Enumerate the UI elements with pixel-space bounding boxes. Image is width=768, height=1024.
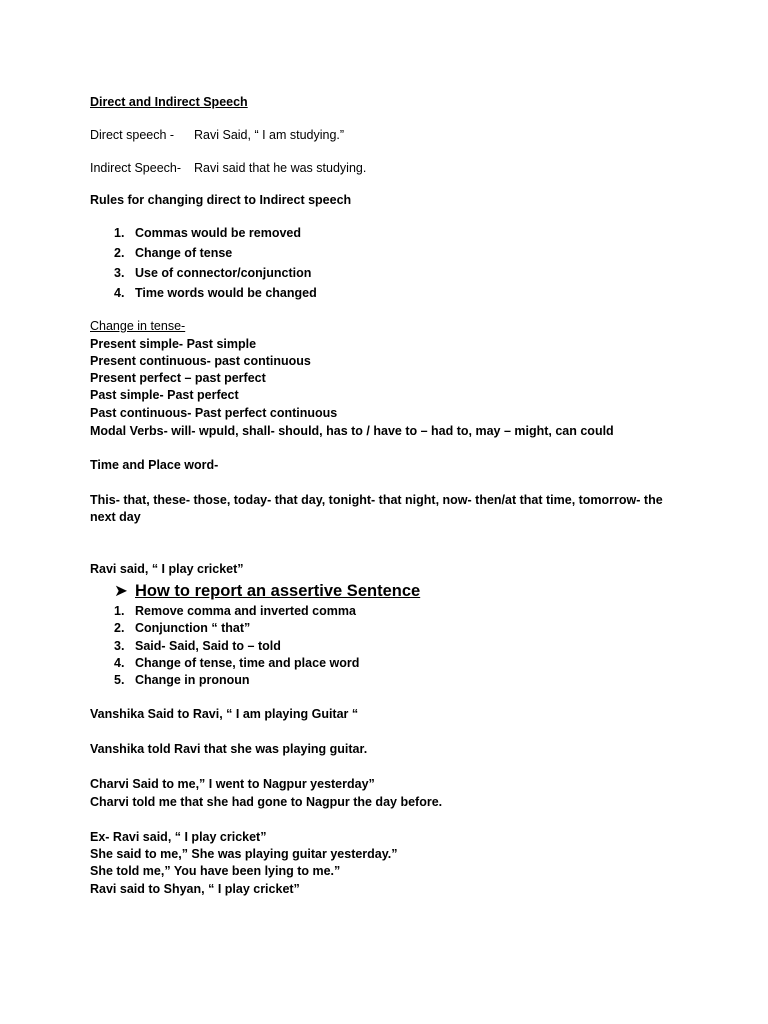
rules-list-item: 2. Change of tense — [114, 246, 233, 260]
tense-line: Present perfect – past perfect — [90, 371, 266, 385]
assertive-step: 1. Remove comma and inverted comma — [114, 604, 356, 618]
doc-title: Direct and Indirect Speech — [90, 95, 248, 109]
exercise-line: She told me,” You have been lying to me.” — [90, 864, 341, 878]
exercise-line: She said to me,” She was playing guitar yesterday.” — [90, 847, 398, 861]
assertive-step: 4. Change of tense, time and place word — [114, 656, 360, 670]
rules-list-item: 1. Commas would be removed — [114, 226, 302, 240]
assertive-step: 2. Conjunction “ that” — [114, 621, 251, 635]
assertive-heading-row — [114, 580, 420, 602]
indirect-label: Indirect Speech- — [90, 161, 182, 175]
indirect-text: Ravi said that he was studying. — [194, 161, 367, 175]
example-line: Ravi said, “ I play cricket” — [90, 562, 244, 576]
time-place-heading: Time and Place word- — [90, 458, 219, 472]
tense-line: Present simple- Past simple — [90, 337, 257, 351]
time-place-text: This- that, these- those, today- that day, tonight- that night, now- then/at that time, tomorrow- the next day — [90, 493, 663, 524]
exercise-line: Ravi said to Shyan, “ I play cricket” — [90, 882, 300, 896]
tense-line: Past continuous- Past perfect continuous — [90, 406, 338, 420]
assertive-step: 5. Change in pronoun — [114, 673, 250, 687]
arrowhead-bullet-icon: ➤ — [114, 582, 128, 600]
direct-speech-line — [90, 127, 344, 144]
tense-heading: Change in tense- — [90, 319, 186, 333]
rules-heading: Rules for changing direct to Indirect speech — [90, 193, 352, 207]
assertive-heading: How to report an assertive Sentence — [135, 582, 421, 600]
tense-line: Modal Verbs- will- wpuld, shall- should, has to / have to – had to, may – might, can could — [90, 424, 614, 438]
tense-line: Past simple- Past perfect — [90, 388, 239, 402]
example-line: Charvi Said to me,” I went to Nagpur yesterday” — [90, 777, 375, 791]
rules-list-item: 3. Use of connector/conjunction — [114, 266, 312, 280]
direct-label: Direct speech - — [90, 128, 175, 142]
rules-list-item: 4. Time words would be changed — [114, 286, 317, 300]
example-line: Vanshika told Ravi that she was playing guitar. — [90, 742, 368, 756]
indirect-speech-line — [90, 160, 366, 177]
assertive-step: 3. Said- Said, Said to – told — [114, 639, 281, 653]
exercise-line: Ex- Ravi said, “ I play cricket” — [90, 830, 267, 844]
direct-text: Ravi Said, “ I am studying.” — [194, 128, 345, 142]
tense-line: Present continuous- past continuous — [90, 354, 311, 368]
example-line: Vanshika Said to Ravi, “ I am playing Guitar “ — [90, 707, 359, 721]
example-line: Charvi told me that she had gone to Nagpur the day before. — [90, 795, 443, 809]
